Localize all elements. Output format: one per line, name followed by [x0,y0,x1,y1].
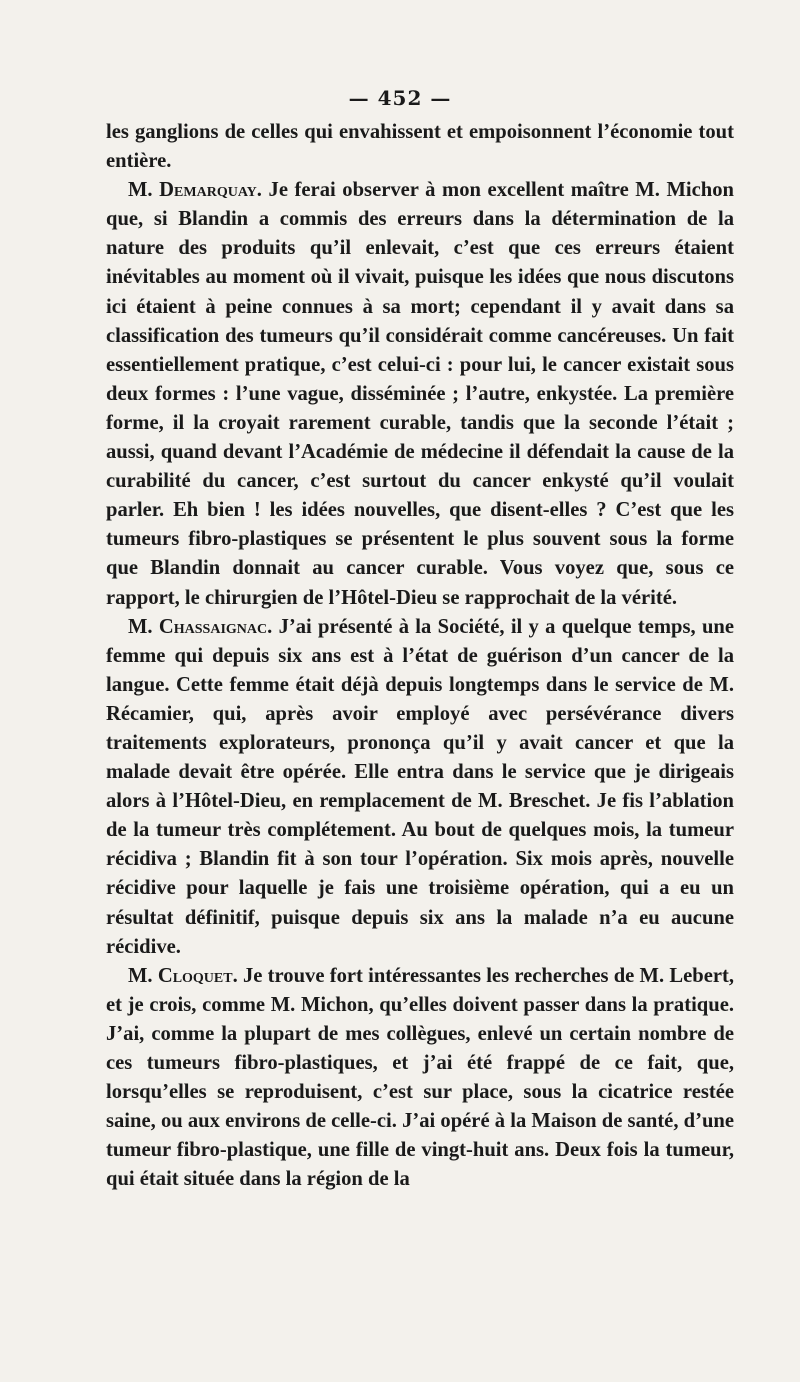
speaker-name: M. Chassaignac. [128,615,273,638]
page-number: — 452 — [348,86,452,110]
speaker-name: M. Demarquay. [128,179,262,202]
paragraph-demarquay [106,176,734,612]
paragraph-text: J’ai présenté à la Société, il y a quelque temps, une femme qui depuis six ans est à l’état de guérison d’un cancer de la langue. Cette femme était déjà depuis longtemps dans le service de M. Récamier, qui, après avoir employé avec persévérance divers traitements explorateurs, prononça qu’il y avait cancer et que la malade devait être opérée. Elle entra dans le service que je dirigeais alors à l’Hôtel-Dieu, en remplacement de M. Breschet. Je fis l’ablation de la tumeur très complétement. Au bout de quelques mois, la tumeur récidiva ; Blandin fit à son tour l’opération. Six mois après, nouvelle récidive pour laquelle je fais une troisième opération, qui a eu un résultat définitif, puisque depuis six ans la malade n’a eu aucune récidive. [106,615,735,958]
body-text [106,118,734,1194]
paragraph-chassaignac [106,613,734,962]
paragraph-continuation [106,118,734,176]
paragraph-text: les ganglions de celles qui envahissent et empoisonnent l’économie tout entière. [106,121,734,173]
paragraph-text: Je trouve fort intéressantes les recherches de M. Lebert, et je crois, comme M. Michon, qu’elles doivent passer dans la pratique. J’ai, comme la plupart de mes collègues, enlevé un certain nombre de ces tumeurs fibro-plastiques, et j’ai été frappé de ce fait, que, lorsqu’elles se reproduisent, c’est sur place, sous la cicatrice restée saine, ou aux environs de celle-ci. J’ai opéré à la Maison de santé, d’une tumeur fibro-plastique, une fille de vingt-huit ans. Deux fois la tumeur, qui était située dans la région de la [106,964,734,1191]
paragraph-text: Je ferai observer à mon excellent maître M. Michon que, si Blandin a commis des erreurs dans la détermination de la nature des produits qu’il enlevait, c’est que ces erreurs étaient inévitables au moment où il vivait, puisque les idées que nous discutons ici étaient à peine connues à sa mort; cependant il y avait dans sa classification des tumeurs qu’il considérait comme cancéreuses. Un fait essentiellement pratique, c’est celui-ci : pour lui, le cancer existait sous deux formes : l’une vague, disséminée ; l’autre, enkystée. La première forme, il la croyait rarement curable, tandis que la seconde l’était ; aussi, quand devant l’Académie de médecine il défendait la cause de la curabilité du cancer, c’est surtout du cancer enkysté qu’il voulait parler. Eh bien ! les idées nouvelles, que disent-elles ? C’est que les tumeurs fibro-plastiques se présentent le plus souvent sous la forme que Blandin donnait au cancer curable. Vous voyez que, sous ce rapport, le chirurgien de l’Hôtel-Dieu se rapprochait de la vérité. [106,179,734,609]
speaker-name: M. Cloquet. [128,964,238,987]
paragraph-cloquet [106,962,734,1195]
